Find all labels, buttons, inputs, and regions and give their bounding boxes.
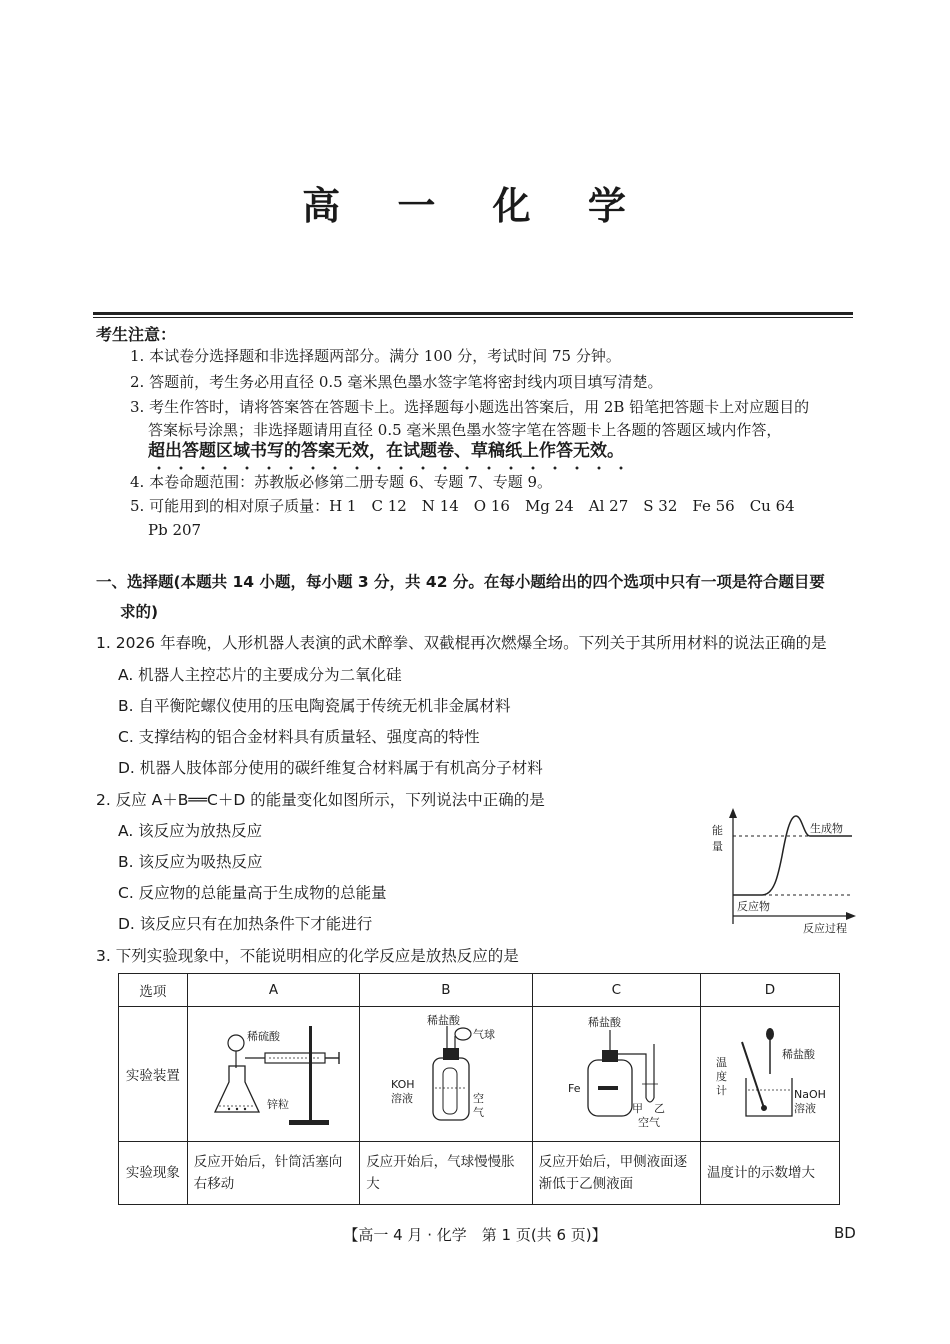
label-b-acid: 稀盐酸 xyxy=(427,1014,461,1027)
label-a-acid: 稀硫酸 xyxy=(246,1030,280,1043)
notice-line-5a: 5. 可能用到的相对原子质量：H 1 C 12 N 14 O 16 Mg 24 Al 27 S 32 Fe 56 Cu 64 xyxy=(130,497,795,515)
label-d-thermo-3: 计 xyxy=(716,1084,727,1097)
table-header-c: C xyxy=(532,974,700,1007)
row-label-apparatus: 实验装置 xyxy=(119,1007,188,1142)
table-header-d: D xyxy=(701,974,840,1007)
energy-axis-label-1: 能 xyxy=(712,824,723,837)
label-c-air: 空气 xyxy=(637,1116,660,1129)
notice-line-3c-emphasis: 超出答题区域书写的答案无效，在试题卷、草稿纸上作答无效。 xyxy=(148,441,624,471)
header-rule-thin xyxy=(93,317,853,318)
notice-line-2: 2. 答题前，考生务必用直径 0.5 毫米黑色墨水签字笔将密封线内项目填写清楚。 xyxy=(130,373,663,391)
apparatus-d xyxy=(701,1007,840,1142)
section-1-heading: 一、选择题(本题共 14 小题，每小题 3 分，共 42 分。在每小题给出的四个选项中只有一项是符合题目要 xyxy=(96,573,825,591)
q1-stem: 1. 2026 年春晚，人形机器人表演的武术醉拳、双截棍再次燃爆全场。下列关于其所用材料的说法正确的是 xyxy=(96,634,827,652)
label-c-yi: 乙 xyxy=(653,1102,665,1115)
q2-stem: 2. 反应 A＋B══C＋D 的能量变化如图所示，下列说法中正确的是 xyxy=(96,791,545,809)
apparatus-b xyxy=(360,1007,532,1142)
notice-line-3a: 3. 考生作答时，请将答案答在答题卡上。选择题每小题选出答案后，用 2B 铅笔把答题卡上对应题目的 xyxy=(130,398,810,416)
q1-option-c: C. 支撑结构的铝合金材料具有质量轻、强度高的特性 xyxy=(118,728,480,746)
q1-option-b: B. 自平衡陀螺仪使用的压电陶瓷属于传统无机非金属材料 xyxy=(118,697,511,715)
label-d-thermo-1: 温 xyxy=(716,1056,727,1069)
label-c-jia: 甲 xyxy=(631,1102,643,1115)
label-a-zinc: 锌粒 xyxy=(266,1098,289,1111)
notice-line-5b: Pb 207 xyxy=(148,521,202,539)
apparatus-b-balloon xyxy=(361,1008,529,1136)
page-footer: 【高一 4 月 · 化学 第 1 页(共 6 页)】 xyxy=(343,1226,607,1244)
label-c-acid: 稀盐酸 xyxy=(587,1016,621,1029)
exam-title: 高 一 化 学 xyxy=(302,183,648,228)
reactants-label: 反应物 xyxy=(737,900,770,913)
q1-option-d: D. 机器人肢体部分使用的碳纤维复合材料属于有机高分子材料 xyxy=(118,759,543,777)
label-b-air-2: 气 xyxy=(473,1106,485,1119)
apparatus-d-thermometer xyxy=(702,1008,838,1136)
notice-line-4: 4. 本卷命题范围：苏教版必修第二册专题 6、专题 7、专题 9。 xyxy=(130,473,553,491)
label-d-thermo-2: 度 xyxy=(716,1070,727,1083)
label-b-koh-2: 溶液 xyxy=(391,1092,414,1105)
phenomenon-b: 反应开始后，气球慢慢胀大 xyxy=(360,1142,532,1205)
energy-diagram xyxy=(700,806,864,936)
table-header-option: 选项 xyxy=(119,974,188,1007)
label-b-koh-1: KOH xyxy=(391,1078,415,1091)
label-d-naoh-1: NaOH xyxy=(794,1088,826,1101)
q2-option-d: D. 该反应只有在加热条件下才能进行 xyxy=(118,915,373,933)
footer-code: BD xyxy=(834,1224,856,1242)
q3-stem: 3. 下列实验现象中，不能说明相应的化学反应是放热反应的是 xyxy=(96,947,519,965)
label-b-balloon: 气球 xyxy=(473,1028,496,1041)
row-label-phenomenon: 实验现象 xyxy=(119,1142,188,1205)
reaction-progress-label: 反应过程 xyxy=(803,922,847,935)
label-b-air-1: 空 xyxy=(473,1092,485,1105)
apparatus-c xyxy=(532,1007,700,1142)
apparatus-c-u-tube xyxy=(534,1008,698,1136)
label-c-fe: Fe xyxy=(567,1082,581,1095)
label-d-acid: 稀盐酸 xyxy=(782,1048,815,1061)
phenomenon-a: 反应开始后，针筒活塞向右移动 xyxy=(187,1142,359,1205)
label-d-naoh-2: 溶液 xyxy=(794,1102,816,1115)
header-rule-thick xyxy=(93,312,853,315)
q2-option-b: B. 该反应为吸热反应 xyxy=(118,853,263,871)
q2-option-c: C. 反应物的总能量高于生成物的总能量 xyxy=(118,884,387,902)
phenomenon-c: 反应开始后，甲侧液面逐渐低于乙侧液面 xyxy=(532,1142,700,1205)
q2-option-a: A. 该反应为放热反应 xyxy=(118,822,263,840)
phenomenon-d: 温度计的示数增大 xyxy=(701,1142,840,1205)
notice-heading: 考生注意： xyxy=(96,325,177,344)
notice-line-1: 1. 本试卷分选择题和非选择题两部分。满分 100 分，考试时间 75 分钟。 xyxy=(130,347,621,365)
section-1-heading-cont: 求的) xyxy=(120,603,159,621)
apparatus-a-flask-syringe xyxy=(189,1008,357,1136)
table-header-a: A xyxy=(187,974,359,1007)
q3-table xyxy=(118,973,840,1205)
table-header-b: B xyxy=(360,974,532,1007)
energy-axis-label-2: 量 xyxy=(712,840,723,853)
products-label: 生成物 xyxy=(810,822,843,835)
apparatus-a xyxy=(187,1007,359,1142)
notice-line-3b: 答案标号涂黑；非选择题请用直径 0.5 毫米黑色墨水签字笔在答题卡上各题的答题区域内作答， xyxy=(148,421,782,439)
q1-option-a: A. 机器人主控芯片的主要成分为二氧化硅 xyxy=(118,666,402,684)
